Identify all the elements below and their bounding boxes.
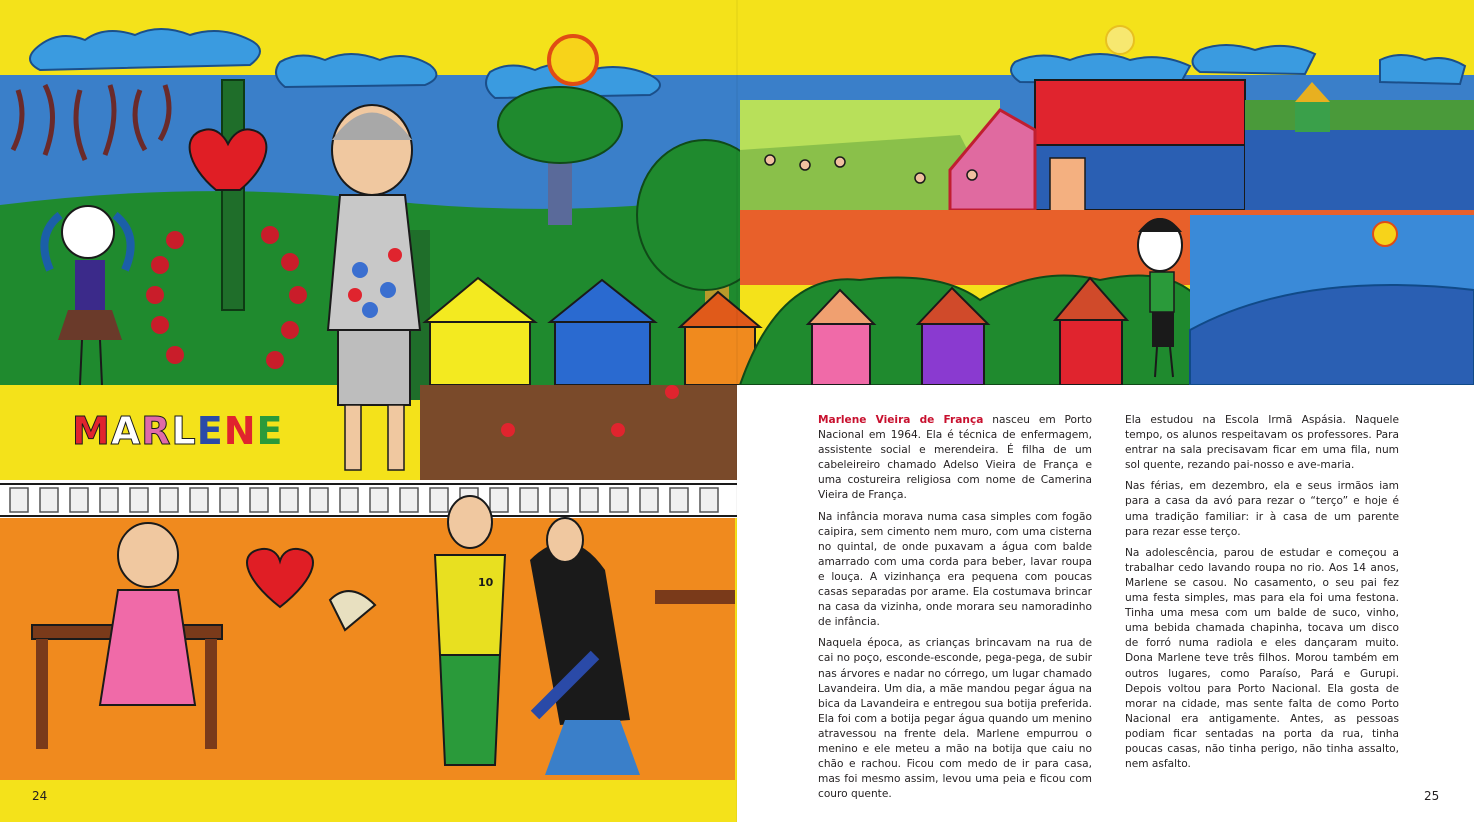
- paragraph-adolescence: Na adolescência, parou de estudar e começou a trabalhar cedo lavando roupa no rio. Aos 14 anos, Marlene se casou. No casamento, o seu pai fez uma festa simples, mas para ela foi uma festona. Tinha uma mesa com um balde de suco, vinho, uma bebida chamada chapinha, tocava um disco de forró numa radiola e eles dançaram muito. Dona Marlene teve três filhos. Morou também em outros lugares, como Paraíso, Pará e Gurupi. Depois voltou para Porto Nacional. Ela gosta de morar na cidade, mas sente falta de como Porto Nacional era antigamente. Antes, as pessoas podiam ficar sentadas na porta da rua, tinha poucas casas, não tinha perigo, não tinha assalto, nem asfalto.: [1125, 546, 1399, 771]
- page-number-left: 24: [32, 789, 48, 803]
- name-letter-m: M: [72, 409, 111, 453]
- name-letter-e2: E: [256, 409, 284, 453]
- drawing-name-word: [72, 411, 283, 451]
- name-letter-n: N: [223, 409, 257, 453]
- text-column-left: [818, 413, 1092, 808]
- name-letter-r: R: [141, 409, 172, 453]
- name-letter-l: L: [171, 409, 197, 453]
- name-letter-a: A: [110, 409, 142, 453]
- paragraph-intro-text: nasceu em Porto Nacional em 1964. Ela é técnica de enfermagem, assistente social e merendeira. É filha de um cabeleireiro chamado Adelso Vieira de França e uma costureira religiosa com nome de Camerina Vieira de França.: [818, 414, 1092, 502]
- paragraph-games: Naquela época, as crianças brincavam na rua de cai no poço, esconde-esconde, pega-pega, de subir nas árvores e nadar no córrego, um lugar chamado Lavandeira. Um dia, a mãe mandou pegar água na bica da Lavandeira e entregou sua botija preferida. Ela foi com a botija pegar água quando um menino atravessou na frente dela. Marlene empurrou o menino e ele meteu a mão na botija que caiu no chão e rachou. Ficou com medo de ir para casa, mas foi mesmo assim, levou uma peia e ficou com couro quente.: [818, 637, 1092, 801]
- paragraph-vacations: Nas férias, em dezembro, ela e seus irmãos iam para a casa da avó para rezar o “terço” e hoje é uma tradição familiar: ir à casa de um parente para rezar esse terço.: [1125, 480, 1399, 538]
- page-number-right: 25: [1424, 789, 1440, 803]
- paragraph-intro: [818, 413, 1092, 504]
- name-letter-e1: E: [196, 409, 224, 453]
- barber-shirt-number: 10: [478, 576, 494, 589]
- subject-name: Marlene Vieira de França: [818, 414, 984, 426]
- paragraph-childhood: Na infância morava numa casa simples com fogão caipira, sem cimento nem muro, com uma cisterna no quintal, de onde puxavam a água com balde amarrado com uma corda para beber, lavar roupa e louça. A vizinhança era pequena com poucas casas separadas por arame. Ela costumava brincar na casa da vizinha, onde morara seu namoradinho de infância.: [818, 510, 1092, 629]
- paragraph-school: Ela estudou na Escola Irmã Aspásia. Naquele tempo, os alunos respeitavam os professores. Para entrar na sala precisavam ficar em uma fila, num sol quente, rezando pai-nosso e ave-maria.: [1125, 414, 1399, 472]
- text-column-right: [1125, 413, 1399, 778]
